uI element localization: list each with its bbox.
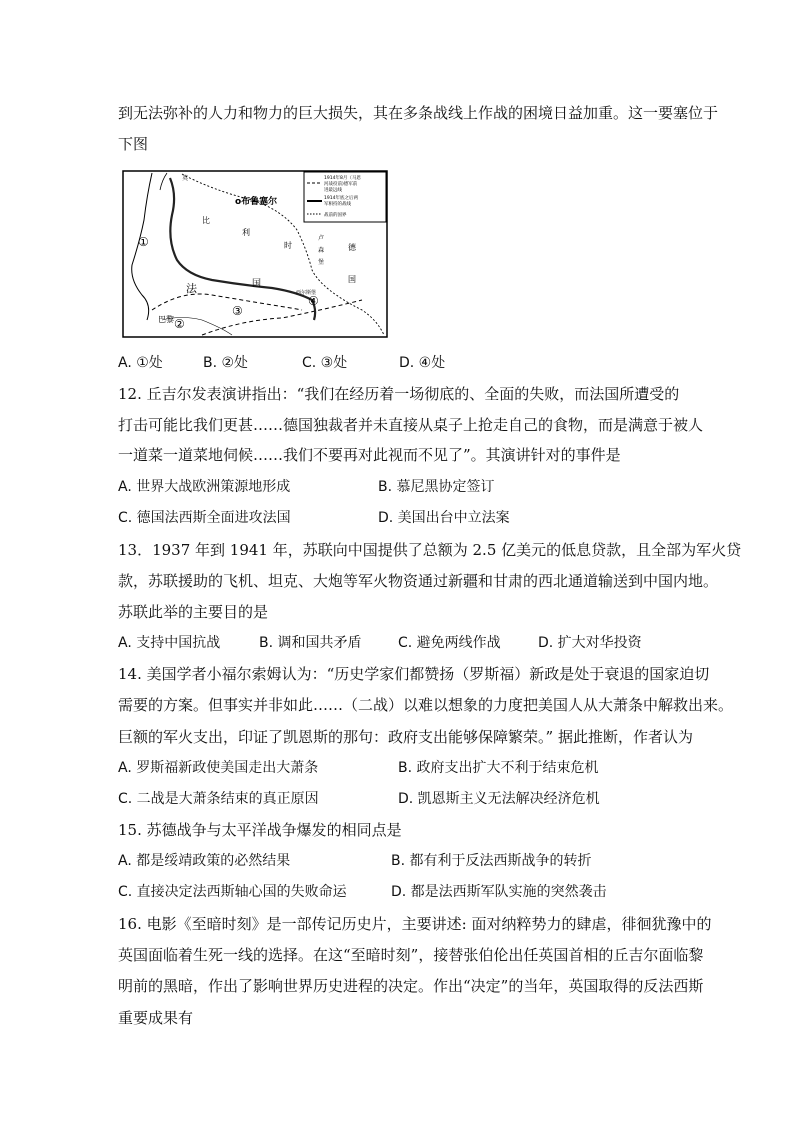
country-label: 德 [348,243,356,252]
map-label: 英 [182,175,189,182]
map-legend [304,172,386,222]
option-d: D. 美国出台中立法案 [378,510,510,526]
option-d: D. ④处 [399,355,446,371]
question-text: 英国面临着生死一线的选择。在这“至暗时刻”，接替张伯伦出任英国首相的丘吉尔面临黎 [118,946,704,964]
option-b: B. 都有利于反法西斯战争的转折 [391,853,592,869]
country-label: 比 [202,216,210,225]
question-text: 明前的黑暗，作出了影响世界历史进程的决定。作出“决定”的当年，英国取得的反法西斯 [118,977,704,995]
option-a: A. 都是绥靖政策的必然结果 [118,853,291,869]
legend-text: 1914年底之后两 [324,196,358,201]
legend-text: 战前的国界 [324,213,347,218]
legend-text: 1914年8月（马恩 [324,176,361,181]
question-text: 打击可能比我们更甚……德国独裁者并未直接从桌子上抢走自己的食物，而是满意于被人 [118,416,704,434]
option-d: D. 凯恩斯主义无法解决经济危机 [398,791,600,807]
country-label: 堡 [318,259,325,266]
question-text: 16. 电影《至暗时刻》是一部传记历史片，主要讲述: 面对纳粹势力的肆虐，徘徊犹豫中的 [118,915,712,933]
option-b: B. 调和国共矛盾 [259,635,362,651]
question-text: 12. 丘吉尔发表演讲指出：“我们在经历着一场彻底的、全面的失败，而法国所遭受的 [118,385,680,403]
country-label: 国 [252,279,262,289]
country-label: 时 [284,241,292,250]
marker-1: ① [138,235,149,249]
map-figure [122,170,388,338]
country-label: 法 [186,282,197,295]
marker-3: ③ [232,304,243,318]
option-c: C. 德国法西斯全面进攻法国 [118,510,291,526]
city-label: 巴黎 [158,315,174,324]
country-label: 国 [348,275,356,284]
country-label: 利 [242,228,250,237]
city-label: o布鲁塞尔 [235,197,278,207]
question-text: 一道菜一道菜地伺候……我们不要再对此视而不见了”。其演讲针对的事件是 [118,446,621,464]
text-line: 到无法弥补的人力和物力的巨大损失，其在多条战线上作战的困境日益加重。这一要塞位于 [118,104,719,122]
option-a: A. 罗斯福新政使美国走出大萧条 [118,760,319,776]
question-text: 13．1937 年到 1941 年，苏联向中国提供了总额为 2.5 亿美元的低息贷款，且全部为军火贷 [118,541,742,559]
option-b: B. ②处 [203,355,249,371]
option-c: C. 二战是大萧条结束的真正原因 [118,791,319,807]
legend-text: 军相持的战线 [324,202,351,207]
option-a: A. 世界大战欧洲策源地形成 [118,479,291,495]
marker-2: ② [174,317,185,331]
option-d: D. 都是法西斯军队实施的突然袭击 [391,884,607,900]
option-b: B. 政府支出扩大不利于结束危机 [398,760,599,776]
option-a: A. ①处 [118,355,163,371]
question-text: 款，苏联援助的飞机、坦克、大炮等军火物资通过新疆和甘肃的西北通道输送到中国内地。 [118,572,719,590]
question-text: 15. 苏德战争与太平洋战争爆发的相同点是 [118,821,402,839]
question-text: 重要成果有 [118,1009,194,1027]
question-text: 巨额的军火支出，印证了凯恩斯的那句：政府支出能够保障繁荣。” 据此推断，作者认为 [118,728,693,746]
option-d: D. 扩大对华投资 [538,635,642,651]
question-text: 苏联此举的主要目的是 [118,603,269,621]
city-label: 西尔斯堡 [296,290,317,296]
question-text: 14. 美国学者小福尔索姆认为：“历史学家们都赞扬（罗斯福）新政是处于衰退的国家迫切 [118,665,710,683]
option-b: B. 慕尼黑协定签订 [378,479,495,495]
legend-text: 河战役前)德军前 [324,182,358,187]
option-c: C. 避免两线作战 [398,635,501,651]
option-c: C. 直接决定法西斯轴心国的失败命运 [118,884,347,900]
country-label: 卢 [318,235,325,242]
option-c: C. ③处 [302,355,348,371]
text-line: 下图 [118,135,149,153]
marker-4: ④ [308,294,319,308]
question-text: 需要的方案。但事实并非如此……（二战）以难以想象的力度把美国人从大萧条中解救出来。 [118,696,734,714]
country-label: 森 [318,247,325,254]
option-a: A. 支持中国抗战 [118,635,221,651]
legend-text: 进最远线 [324,188,342,193]
